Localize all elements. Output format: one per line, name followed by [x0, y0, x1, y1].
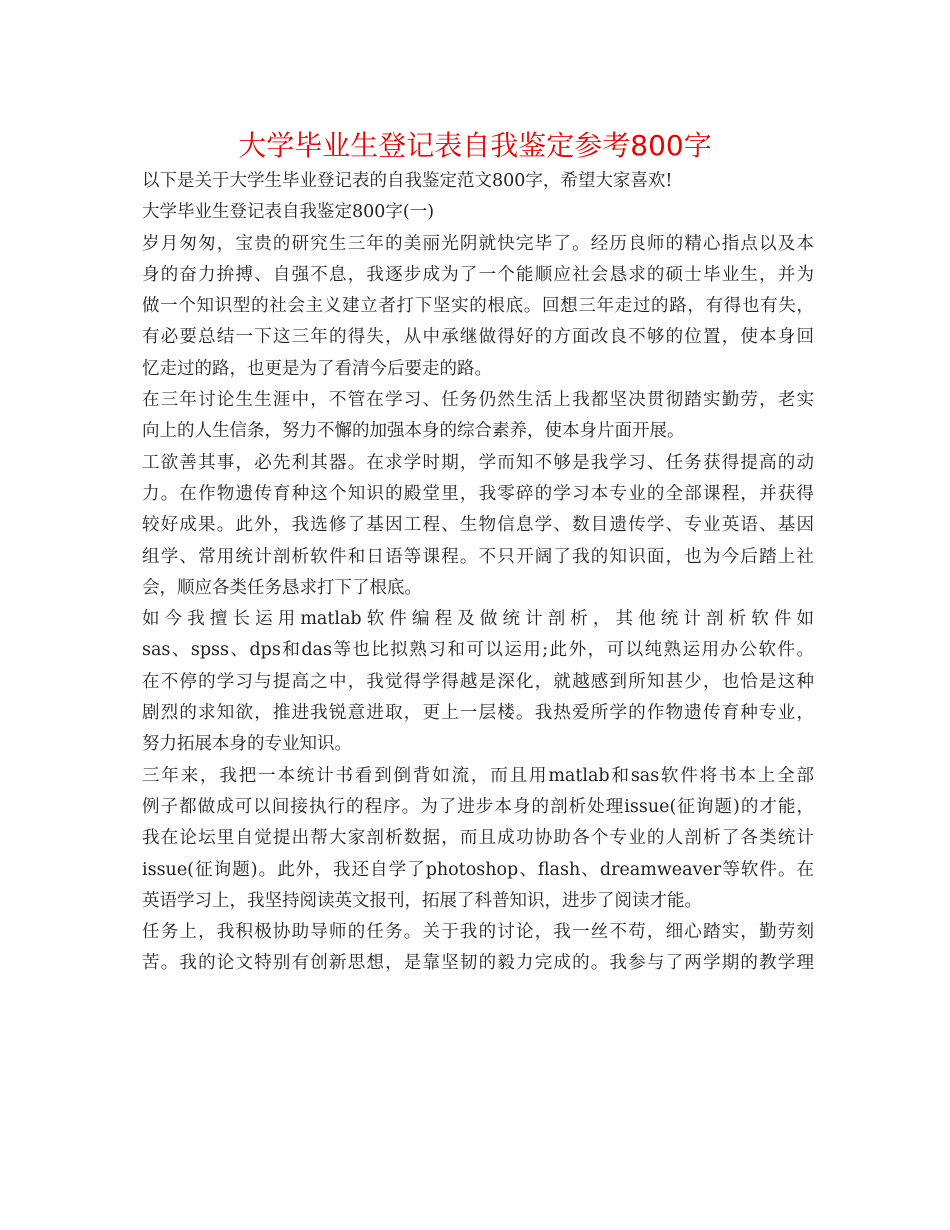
text-line: 做一个知识型的社会主义建立者打下坚实的根底。回想三年走过的路，有得也有失， [142, 296, 814, 317]
text-line: issue(征询题)。此外，我还自学了photoshop、flash、dreamweaver等软件。在 [142, 859, 814, 880]
text-line: 英语学习上，我坚持阅读英文报刊，拓展了科普知识，进步了阅读才能。 [142, 890, 702, 911]
text-line: 苦。我的论文特别有创新思想，是靠坚韧的毅力完成的。我参与了两学期的教学理 [142, 953, 814, 974]
text-line: 工欲善其事，必先利其器。在求学时期，学而知不够是我学习、任务获得提高的动 [142, 452, 814, 473]
text-line: 以下是关于大学生毕业登记表的自我鉴定范文800字，希望大家喜欢! [142, 171, 673, 191]
text-line: 有必要总结一下这三年的得失，从中承继做得好的方面改良不够的位置，使本身回 [142, 327, 814, 348]
text-line: 向上的人生信条，努力不懈的加强本身的综合素养，使本身片面开展。 [142, 421, 685, 442]
document-body [142, 166, 814, 980]
text-line: 在三年讨论生生涯中，不管在学习、任务仍然生活上我都坚决贯彻踏实勤劳，老实 [142, 390, 814, 411]
text-line: 组学、常用统计剖析软件和日语等课程。不只开阔了我的知识面，也为今后踏上社 [142, 546, 814, 567]
text-line: 忆走过的路，也更是为了看清今后要走的路。 [142, 358, 492, 379]
text-line: 岁月匆匆，宝贵的研究生三年的美丽光阴就快完毕了。经历良师的精心指点以及本 [142, 233, 814, 254]
text-line: 如今我擅长运用matlab软件编程及做统计剖析，其他统计剖析软件如 [142, 609, 814, 630]
text-line: 例子都做成可以间接执行的程序。为了进步本身的剖析处理issue(征询题)的才能， [142, 796, 814, 817]
section-heading: 大学毕业生登记表自我鉴定800字(一) [142, 202, 435, 223]
text-line: 三年来，我把一本统计书看到倒背如流，而且用matlab和sas软件将书本上全部 [142, 765, 814, 786]
document-title: 大学毕业生登记表自我鉴定参考800字 [238, 129, 712, 162]
text-line: 身的奋力拚搏、自强不息，我逐步成为了一个能顺应社会恳求的硕士毕业生，并为 [142, 264, 814, 285]
text-line: 会，顺应各类任务恳求打下了根底。 [142, 577, 422, 598]
text-line: 剧烈的求知欲，推进我锐意进取，更上一层楼。我热爱所学的作物遗传育种专业， [142, 703, 814, 724]
text-line: sas、spss、dps和das等也比拟熟习和可以运用;此外，可以纯熟运用办公软件。 [142, 640, 814, 661]
text-line: 在不停的学习与提高之中，我觉得学得越是深化，就越感到所知甚少，也恰是这种 [142, 671, 814, 692]
text-line: 力。在作物遗传育种这个知识的殿堂里，我零碎的学习本专业的全部课程，并获得 [142, 483, 814, 504]
text-line: 任务上，我积极协助导师的任务。关于我的讨论，我一丝不苟，细心踏实，勤劳刻 [142, 922, 814, 943]
text-line: 我在论坛里自觉提出帮大家剖析数据，而且成功协助各个专业的人剖析了各类统计 [142, 828, 814, 849]
text-line: 努力拓展本身的专业知识。 [142, 734, 352, 755]
text-line: 较好成果。此外，我选修了基因工程、生物信息学、数目遗传学、专业英语、基因 [142, 515, 814, 536]
